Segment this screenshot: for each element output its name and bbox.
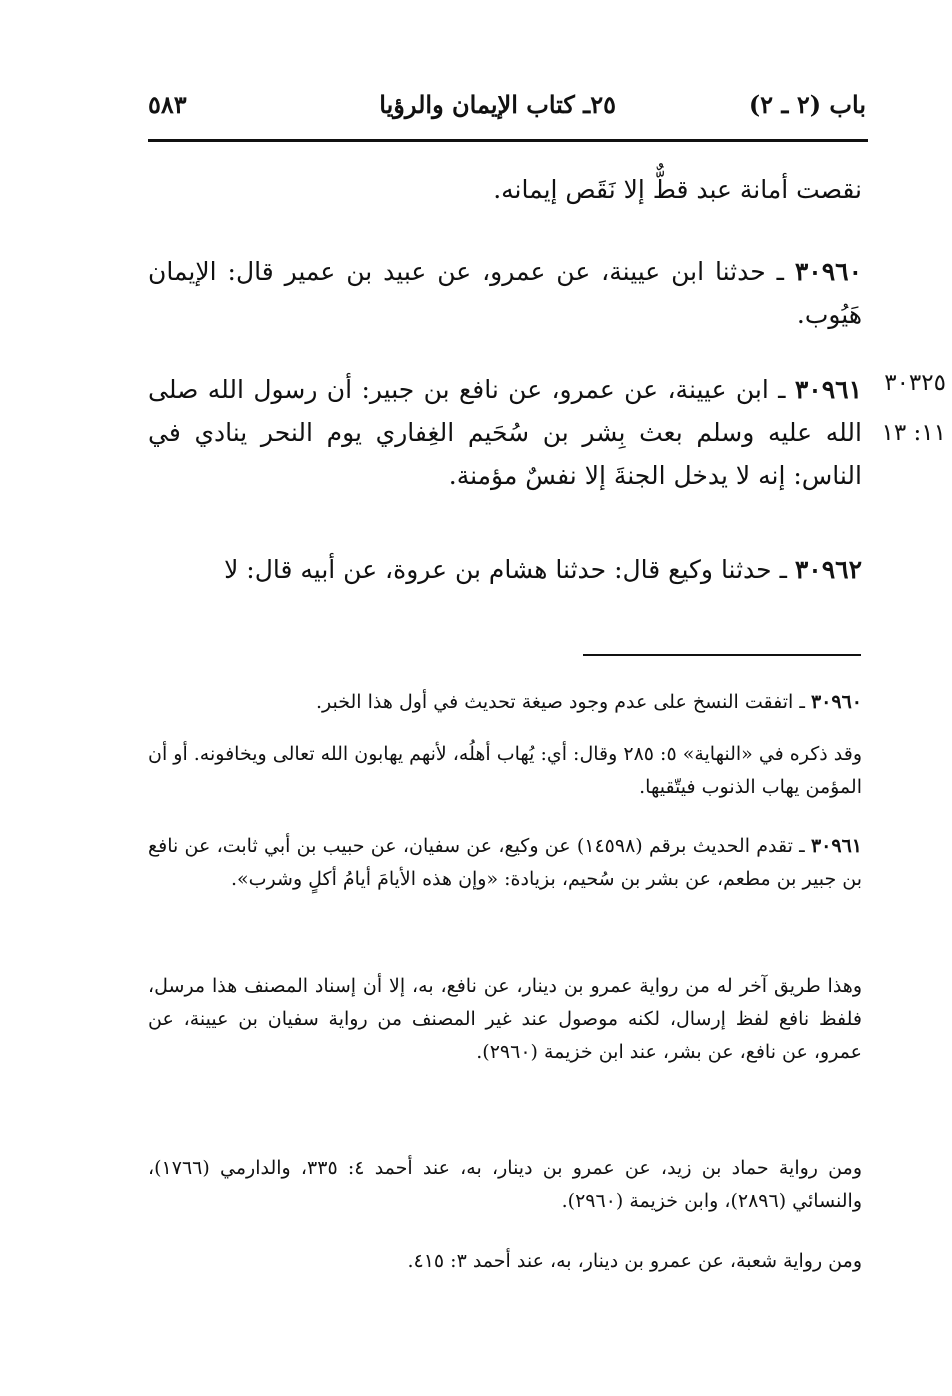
paragraph-text: نقصت أمانة عبد قطٌّ إلا نَقَص إيمانه. [493, 175, 862, 204]
footnote-number: ٣٠٩٦١ [810, 835, 862, 857]
footnote-number: ٣٠٩٦٠ [810, 691, 862, 713]
footnote-text: ومن رواية حماد بن زيد، عن عمرو بن دينار، به، عند أحمد ٤: ٣٣٥، والدارمي (١٧٦٦)، والنسائي (٢٨٩٦)، وابن خزيمة (٢٩٦٠). [148, 1157, 862, 1212]
hadith-30962 [148, 548, 862, 591]
page-header [148, 84, 866, 128]
hadith-number: ٣٠٩٦٠ [794, 257, 862, 286]
margin-ref: ٣٠٣٢٥ [884, 370, 946, 396]
footnote-separator [583, 654, 861, 656]
hadith-text: ـ ابن عيينة، عن عمرو، عن نافع بن جبير: أن رسول الله صلى الله عليه وسلم بعث بِشر بن سُحَيم الغِفاري يوم النحر ينادي في الناس: إنه لا يدخل الجنةَ إلا نفسٌ مؤمنة. [148, 375, 862, 490]
hadith-number: ٣٠٩٦١ [794, 375, 862, 404]
book-title: ٢٥ـ كتاب الإيمان والرؤيا [379, 90, 616, 119]
footnote [148, 686, 862, 719]
hadith-text: ـ حدثنا وكيع قال: حدثنا هشام بن عروة، عن أبيه قال: لا [224, 555, 795, 584]
header-rule [148, 139, 868, 142]
hadith-text: ـ حدثنا ابن عيينة، عن عمرو، عن عبيد بن عمير قال: الإيمان هَيُوب. [148, 257, 862, 329]
hadith-number: ٣٠٩٦٢ [794, 555, 862, 584]
footnote-text: ـ اتفقت النسخ على عدم وجود صيغة تحديث في أول هذا الخبر. [316, 691, 811, 713]
margin-ref: ١١: ١٣ [881, 420, 946, 446]
chapter-label: باب (٢ ـ ٢) [748, 90, 866, 119]
footnote-text: ومن رواية شعبة، عن عمرو بن دينار، به، عند أحمد ٣: ٤١٥. [407, 1250, 862, 1272]
footnote [148, 830, 862, 896]
footnote-text: وهذا طريق آخر له من رواية عمرو بن دينار، عن نافع، به، إلا أن إسناد المصنف هذا مرسل، فلفظ نافع لفظ إرسال، لكنه موصول عند غير المصنف من رواية سفيان بن عيينة، عن عمرو، عن نافع، عن بشر، عند ابن خزيمة (٢٩٦٠). [148, 975, 862, 1063]
page-number: ٥٨٣ [148, 90, 187, 119]
footnote [148, 1245, 862, 1278]
hadith-30960 [148, 250, 862, 336]
footnote-text: ـ تقدم الحديث برقم (١٤٥٩٨) عن وكيع، عن سفيان، عن حبيب بن أبي ثابت، عن نافع بن جبير بن مطعم، عن بشر بن سُحيم، بزيادة: «وإن هذه الأيامَ أيامُ أكلٍ وشرب». [148, 835, 862, 890]
hadith-30961 [148, 368, 862, 497]
footnote-text: وقد ذكره في «النهاية» ٥: ٢٨٥ وقال: أي: يُهاب أهلُه، لأنهم يهابون الله تعالى ويخافونه. أو أن المؤمن يهاب الذنوب فيتّقيها. [148, 743, 862, 798]
footnote [148, 738, 862, 804]
main-paragraph [148, 168, 862, 211]
footnote [148, 1152, 862, 1218]
footnote [148, 970, 862, 1069]
